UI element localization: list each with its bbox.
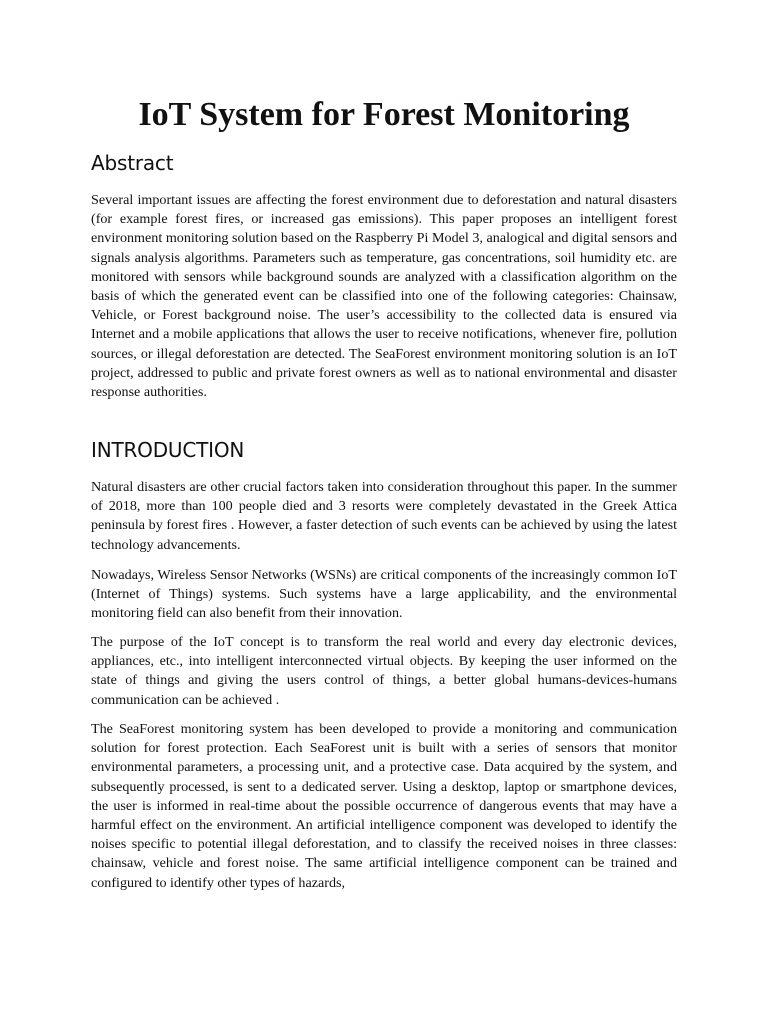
paper-title: IoT System for Forest Monitoring: [138, 96, 630, 133]
document-page: [91, 0, 677, 1024]
abstract-heading: Abstract: [91, 151, 174, 175]
introduction-paragraph: The purpose of the IoT concept is to transform the real world and every day electronic devices, appliances, etc., into intelligent interconnected virtual objects. By keeping the user informed on the state of things and giving the users control of things, a better global humans-devices-humans communication can be achieved .: [91, 634, 677, 708]
introduction-paragraph: Natural disasters are other crucial factors taken into consideration throughout this paper. In the summer of 2018, more than 100 people died and 3 resorts were completely devastated in the Greek Attica peninsula by forest fires . However, a faster detection of such events can be achieved by using the latest technology advancements.: [91, 479, 677, 553]
introduction-heading: INTRODUCTION: [91, 438, 245, 462]
introduction-paragraph: Nowadays, Wireless Sensor Networks (WSNs) are critical components of the increasingly common IoT (Internet of Things) systems. Such systems have a large applicability, and the environmental monitoring field can also benefit from their innovation.: [91, 567, 677, 622]
abstract-paragraph: Several important issues are affecting the forest environment due to deforestation and natural disasters (for example forest fires, or increased gas emissions). This paper proposes an intelligent forest environment monitoring solution based on the Raspberry Pi Model 3, analogical and digital sensors and signals analysis algorithms. Parameters such as temperature, gas concentrations, soil humidity etc. are monitored with sensors while background sounds are analyzed with a classification algorithm on the basis of which the generated event can be classified into one of the following categories: Chainsaw, Vehicle, or Forest background noise. The user’s accessibility to the collected data is ensured via Internet and a mobile applications that allows the user to receive notifications, whenever fire, pollution sources, or illegal deforestation are detected. The SeaForest environment monitoring solution is an IoT project, addressed to public and private forest owners as well as to national environmental and disaster response authorities.: [91, 192, 677, 401]
introduction-paragraph: The SeaForest monitoring system has been developed to provide a monitoring and communication solution for forest protection. Each SeaForest unit is built with a series of sensors that monitor environmental parameters, a processing unit, and a protective case. Data acquired by the system, and subsequently processed, is sent to a dedicated server. Using a desktop, laptop or smartphone devices, the user is informed in real-time about the possible occurrence of dangerous events that may have a harmful effect on the environment. An artificial intelligence component was developed to identify the noises specific to potential illegal deforestation, and to classify the received noises in three classes: chainsaw, vehicle and forest noise. The same artificial intelligence component can be trained and configured to identify other types of hazards,: [91, 721, 677, 891]
